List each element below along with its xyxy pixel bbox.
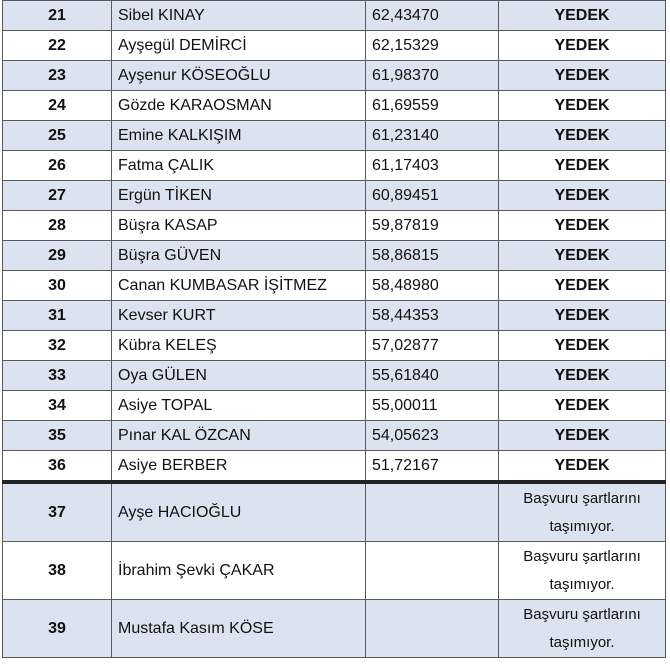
status: YEDEK [499,361,666,391]
rejection-note-line2: taşımıyor. [549,575,615,593]
status: YEDEK [499,331,666,361]
candidate-name: Ayşe HACIOĞLU [112,482,366,542]
status: YEDEK [499,391,666,421]
table-row [3,421,666,451]
row-number: 25 [3,121,112,151]
row-number: 26 [3,151,112,181]
candidate-name: Gözde KARAOSMAN [112,91,366,121]
rejection-note-line2: taşımıyor. [549,517,615,535]
status: YEDEK [499,451,666,483]
status: YEDEK [499,31,666,61]
row-number: 22 [3,31,112,61]
candidate-name: Asiye BERBER [112,451,366,483]
row-number: 34 [3,391,112,421]
rejection-note [499,482,666,542]
table-row [3,331,666,361]
status: YEDEK [499,241,666,271]
candidate-name: Büşra GÜVEN [112,241,366,271]
results-table-container [2,0,665,658]
score-empty [366,482,499,542]
table-row [3,451,666,483]
row-number: 33 [3,361,112,391]
row-number: 21 [3,1,112,31]
table-row [3,241,666,271]
results-table [2,0,666,658]
table-row [3,1,666,31]
candidate-name: İbrahim Şevki ÇAKAR [112,542,366,600]
row-number: 23 [3,61,112,91]
score: 60,89451 [366,181,499,211]
row-number: 30 [3,271,112,301]
status: YEDEK [499,211,666,241]
candidate-name: Oya GÜLEN [112,361,366,391]
table-row [3,271,666,301]
score-empty [366,600,499,658]
score-empty [366,542,499,600]
candidate-name: Kübra KELEŞ [112,331,366,361]
table-row [3,181,666,211]
candidate-name: Pınar KAL ÖZCAN [112,421,366,451]
score: 62,43470 [366,1,499,31]
candidate-name: Canan KUMBASAR İŞİTMEZ [112,271,366,301]
table-row [3,211,666,241]
score: 61,98370 [366,61,499,91]
status: YEDEK [499,421,666,451]
rejection-note [499,600,666,658]
score: 54,05623 [366,421,499,451]
status: YEDEK [499,121,666,151]
candidate-name: Fatma ÇALIK [112,151,366,181]
row-number: 31 [3,301,112,331]
row-number: 29 [3,241,112,271]
score: 55,61840 [366,361,499,391]
candidate-name: Emine KALKIŞIM [112,121,366,151]
candidate-name: Büşra KASAP [112,211,366,241]
status: YEDEK [499,151,666,181]
candidate-name: Ergün TİKEN [112,181,366,211]
status: YEDEK [499,271,666,301]
rejection-note-line2: taşımıyor. [549,633,615,651]
row-number: 36 [3,451,112,483]
rejection-note-line1: Başvuru şartlarını [523,605,641,623]
results-table-body [3,1,666,483]
row-number: 37 [3,482,112,542]
row-number: 35 [3,421,112,451]
rejection-note [499,542,666,600]
table-row [3,91,666,121]
rejection-note-line1: Başvuru şartlarını [523,547,641,565]
score: 59,87819 [366,211,499,241]
score: 62,15329 [366,31,499,61]
status: YEDEK [499,181,666,211]
score: 61,17403 [366,151,499,181]
status: YEDEK [499,301,666,331]
row-number: 38 [3,542,112,600]
score: 61,69559 [366,91,499,121]
status: YEDEK [499,61,666,91]
candidate-name: Mustafa Kasım KÖSE [112,600,366,658]
table-row [3,121,666,151]
candidate-name: Kevser KURT [112,301,366,331]
status: YEDEK [499,1,666,31]
score: 55,00011 [366,391,499,421]
table-row [3,301,666,331]
row-number: 24 [3,91,112,121]
table-row [3,151,666,181]
score: 58,48980 [366,271,499,301]
status: YEDEK [499,91,666,121]
row-number: 39 [3,600,112,658]
row-number: 28 [3,211,112,241]
rejection-note-line1: Başvuru şartlarını [523,489,641,507]
table-row-rejected [3,482,666,542]
table-row [3,391,666,421]
table-row-rejected [3,600,666,658]
score: 51,72167 [366,451,499,483]
table-row [3,61,666,91]
score: 58,86815 [366,241,499,271]
candidate-name: Ayşenur KÖSEOĞLU [112,61,366,91]
rejected-table-body [3,482,666,658]
score: 61,23140 [366,121,499,151]
candidate-name: Ayşegül DEMİRCİ [112,31,366,61]
row-number: 32 [3,331,112,361]
row-number: 27 [3,181,112,211]
candidate-name: Sibel KINAY [112,1,366,31]
candidate-name: Asiye TOPAL [112,391,366,421]
table-row [3,31,666,61]
table-row [3,361,666,391]
table-row-rejected [3,542,666,600]
score: 58,44353 [366,301,499,331]
score: 57,02877 [366,331,499,361]
